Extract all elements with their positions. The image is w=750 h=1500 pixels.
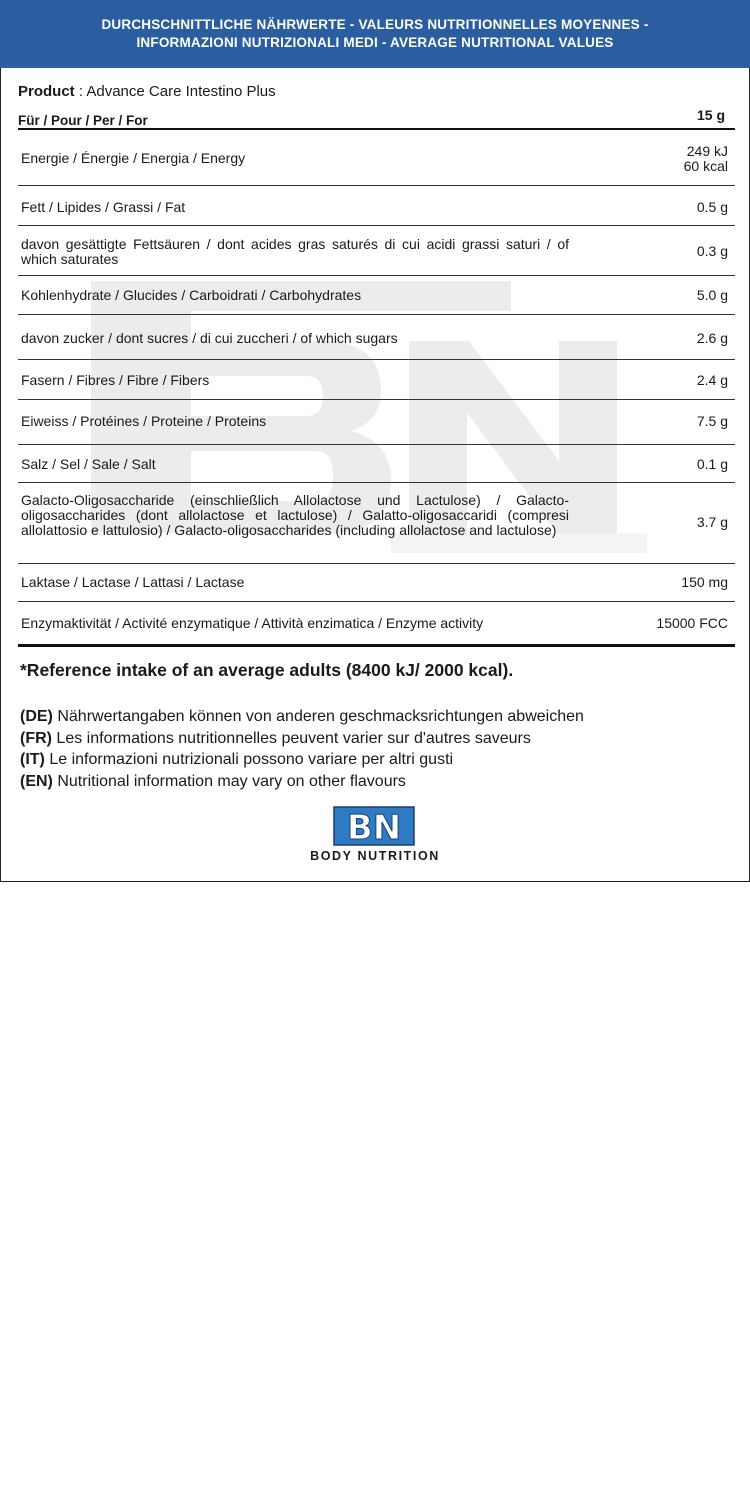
table-row-fat bbox=[18, 186, 735, 226]
header-line-2: INFORMAZIONI NUTRIZIONALI MEDI - AVERAGE NUTRITIONAL VALUES bbox=[136, 35, 614, 50]
note-lang-code: (DE) bbox=[20, 708, 53, 725]
note-en bbox=[20, 771, 584, 793]
per-serving-row bbox=[18, 104, 735, 130]
row-value: 15000 FCC bbox=[656, 615, 728, 631]
per-label: Für / Pour / Per / For bbox=[18, 113, 148, 128]
row-label: Fett / Lipides / Grassi / Fat bbox=[21, 199, 186, 215]
table-row-salt bbox=[18, 445, 735, 483]
product-label: Product bbox=[18, 83, 75, 100]
row-label: Enzymaktivität / Activité enzymatique / Attività enzimatica / Enzyme activity bbox=[21, 615, 484, 631]
row-label: Laktase / Lactase / Lattasi / Lactase bbox=[21, 574, 245, 590]
note-lang-code: (IT) bbox=[20, 751, 45, 768]
row-label: davon zucker / dont sucres / di cui zuccheri / of which sugars bbox=[21, 330, 398, 346]
row-label: Galacto-Oligosaccharide (einschließlich Allolactose und Lactulose) / Galacto-oligosaccharides (dont allolactose et lactulose) / Galatto-oligosaccaridi (compresi allolattosio e lattulosio) / Galacto-oligosaccharides (including allolactose and lactulose) bbox=[21, 492, 569, 538]
row-label: Kohlenhydrate / Glucides / Carboidrati / Carbohydrates bbox=[21, 287, 362, 303]
header-line-1: DURCHSCHNITTLICHE NÄHRWERTE - VALEURS NUTRITIONNELLES MOYENNES - bbox=[101, 17, 649, 32]
row-value: 5.0 g bbox=[696, 287, 728, 303]
row-value bbox=[684, 144, 728, 174]
table-row-gos bbox=[18, 483, 735, 564]
note-it bbox=[20, 749, 584, 771]
row-value: 2.6 g bbox=[696, 330, 728, 346]
product-name: Advance Care Intestino Plus bbox=[86, 83, 276, 100]
note-lang-code: (FR) bbox=[20, 729, 52, 747]
reference-intake-note: *Reference intake of an average adults (8400 kJ/ 2000 kcal). bbox=[20, 660, 514, 680]
table-row-enzyme-activity bbox=[18, 602, 735, 647]
note-text: Le informazioni nutrizionali possono variare per altri gusti bbox=[44, 751, 454, 768]
nutrition-table bbox=[18, 130, 735, 647]
row-value: 0.3 g bbox=[696, 243, 728, 259]
row-label: davon gesättigte Fettsäuren / dont acides gras saturés di cui acidi grassi saturi / of which saturates bbox=[21, 236, 569, 267]
row-value: 2.4 g bbox=[696, 372, 728, 388]
row-label: Energie / Énergie / Energia / Energy bbox=[21, 150, 246, 166]
table-row-lactase bbox=[18, 564, 735, 602]
row-value: 3.7 g bbox=[696, 514, 728, 530]
brand-name: BODY NUTRITION bbox=[310, 849, 440, 863]
flavour-notes bbox=[20, 706, 584, 792]
row-value: 150 mg bbox=[681, 574, 728, 590]
per-value: 15 g bbox=[696, 107, 725, 123]
table-row-proteins bbox=[18, 400, 735, 445]
note-text: Les informations nutritionnelles peuvent varier sur d'autres saveurs bbox=[51, 729, 531, 747]
row-value: 0.1 g bbox=[696, 456, 728, 472]
energy-kj: 249 kJ bbox=[686, 143, 728, 159]
note-text: Nährwertangaben können von anderen geschmacksrichtungen abweichen bbox=[52, 708, 584, 725]
table-row-energy bbox=[18, 130, 735, 186]
table-row-saturates bbox=[18, 226, 735, 276]
row-label: Salz / Sel / Sale / Salt bbox=[21, 456, 156, 472]
svg-text:BN: BN bbox=[346, 808, 402, 848]
note-text: Nutritional information may vary on other flavours bbox=[52, 772, 406, 790]
table-row-sugars bbox=[18, 315, 735, 360]
note-lang-code: (EN) bbox=[20, 772, 53, 790]
table-row-carbohydrates bbox=[18, 276, 735, 315]
energy-kcal: 60 kcal bbox=[683, 158, 728, 174]
row-label: Fasern / Fibres / Fibre / Fibers bbox=[21, 372, 210, 388]
note-de bbox=[20, 706, 584, 728]
product-line bbox=[18, 83, 276, 100]
product-separator: : bbox=[74, 83, 87, 100]
row-value: 0.5 g bbox=[696, 199, 728, 215]
table-row-fibers bbox=[18, 360, 735, 400]
row-label: Eiweiss / Protéines / Proteine / Proteins bbox=[21, 413, 267, 429]
row-value: 7.5 g bbox=[696, 413, 728, 429]
nutrition-panel bbox=[0, 68, 750, 882]
header-banner bbox=[0, 0, 750, 68]
note-fr bbox=[20, 728, 584, 750]
